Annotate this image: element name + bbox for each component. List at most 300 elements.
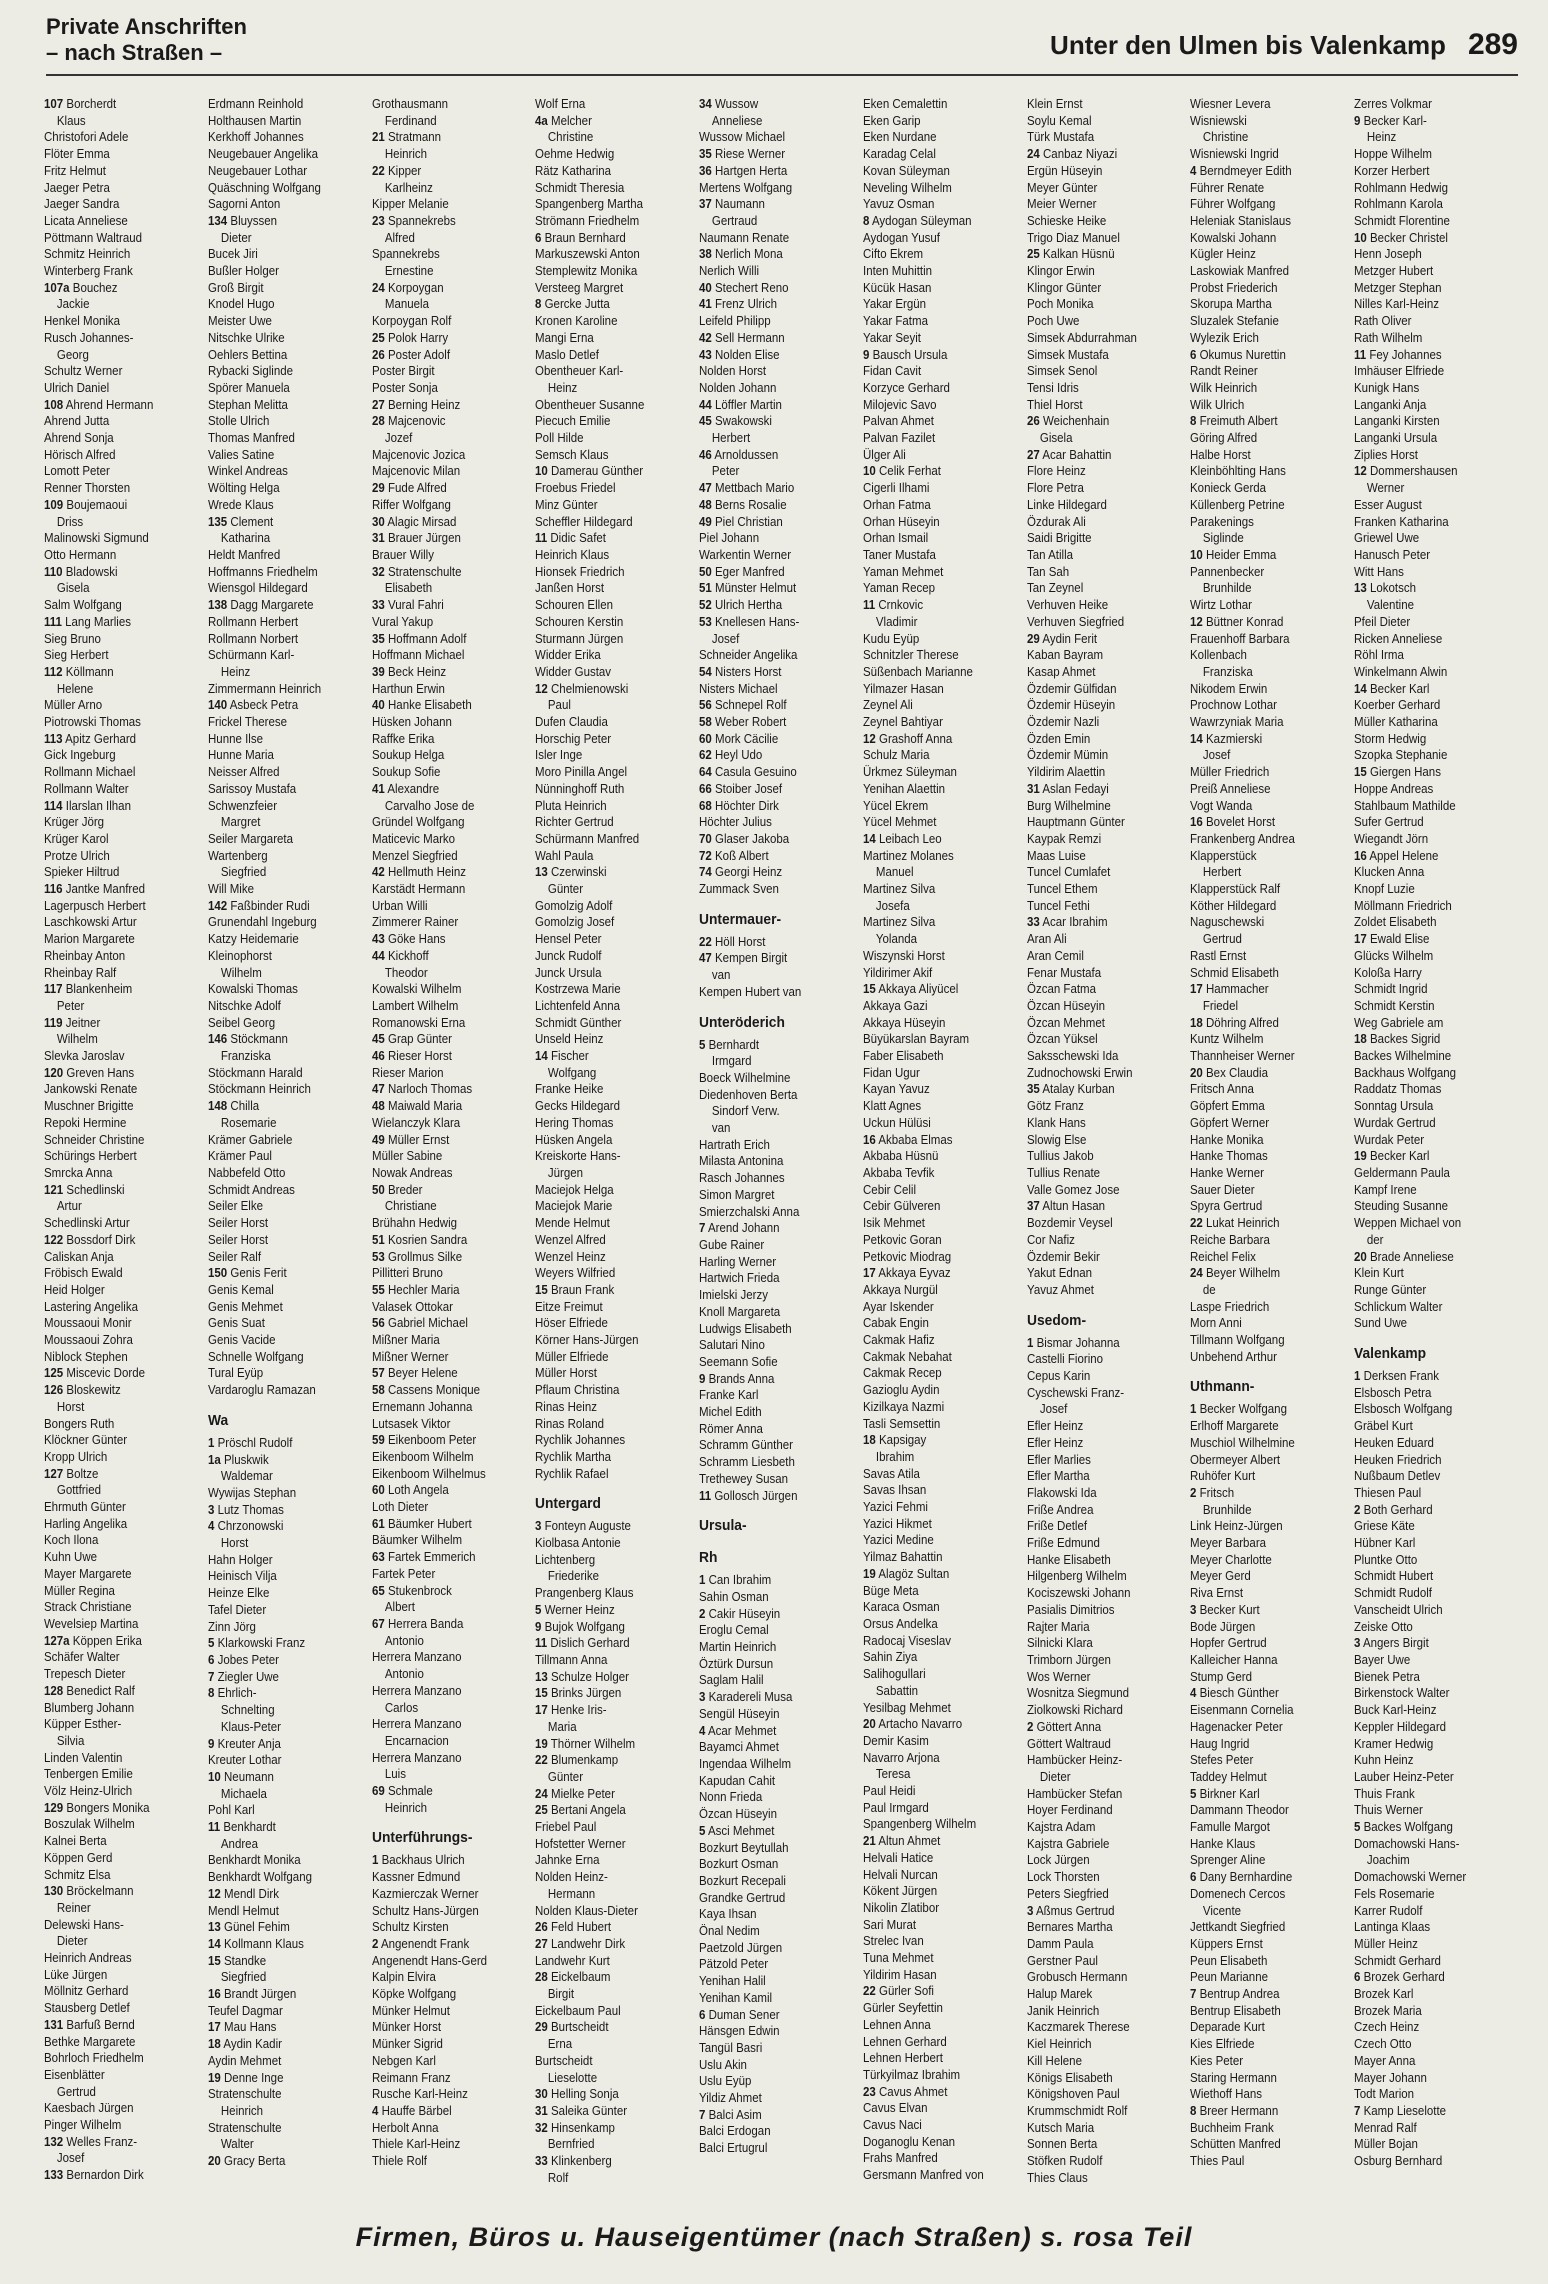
resident-name: Reichel Felix: [1190, 1249, 1257, 1264]
resident-name: Tasli Semsettin: [862, 1416, 941, 1431]
directory-entry: [863, 998, 1014, 1015]
directory-entry: [863, 146, 1014, 163]
resident-name: Stöckmann Heinrich: [207, 1082, 311, 1097]
directory-entry: [1354, 163, 1505, 180]
directory-entry: [1027, 1232, 1178, 1249]
house-number: 59: [371, 1433, 385, 1448]
resident-name: Janik Heinrich: [1026, 2003, 1099, 2018]
resident-name: Radocaj Viseslav: [862, 1633, 951, 1648]
resident-name: Spangenberg Martha: [535, 197, 644, 212]
resident-name: Artur: [56, 1199, 82, 1214]
resident-name: Knopf Luzie: [1354, 882, 1415, 897]
directory-entry: [1027, 129, 1178, 146]
resident-name: Seibel Georg: [207, 1015, 275, 1030]
resident-name: Meyer Gerd: [1190, 1569, 1252, 1584]
house-number: 11: [207, 1820, 220, 1835]
directory-entry: [1190, 2036, 1341, 2053]
directory-entry: [1354, 1048, 1505, 1065]
house-number: 1: [699, 1573, 706, 1588]
directory-entry: [1027, 1836, 1178, 1853]
house-number: 24: [371, 280, 385, 295]
resident-name: Kropp Ulrich: [44, 1449, 108, 1464]
resident-name: Christofori Adele: [44, 130, 129, 145]
directory-entry: [699, 263, 850, 280]
resident-name: Mende Helmut: [535, 1216, 611, 1231]
directory-entry: [1354, 1819, 1505, 1836]
resident-name: van: [712, 968, 731, 983]
resident-name: Wilk Ulrich: [1190, 397, 1245, 412]
directory-entry: [44, 798, 195, 815]
directory-entry: [1027, 948, 1178, 965]
resident-name: Klarkowski Franz: [217, 1636, 305, 1651]
directory-entry: [372, 246, 523, 263]
directory-entry: [1190, 113, 1341, 130]
directory-entry: [535, 463, 686, 480]
house-number: 21: [371, 130, 385, 145]
directory-entry: [372, 1165, 523, 1182]
resident-name: Berns Rosalie: [715, 497, 787, 512]
house-number: 35: [371, 631, 385, 646]
resident-name: Borcherdt: [66, 97, 117, 111]
directory-entry: [863, 1900, 1014, 1917]
resident-name: Rieser Marion: [371, 1065, 444, 1080]
directory-entry: [863, 1048, 1014, 1065]
directory-entry: [1190, 881, 1341, 898]
resident-name: Christiane: [384, 1199, 437, 1214]
directory-column: [1027, 96, 1178, 2210]
directory-entry: [372, 447, 523, 464]
directory-entry: [44, 1165, 195, 1182]
directory-entry: [1027, 497, 1178, 514]
resident-name: Alagöz Sultan: [878, 1566, 950, 1581]
directory-entry: [863, 1098, 1014, 1115]
directory-entry: [208, 1015, 359, 1032]
resident-name: Stechert Reno: [715, 280, 789, 295]
resident-name: Menzel Siegfried: [371, 848, 458, 863]
directory-entry: [1027, 2120, 1178, 2137]
resident-name: Schmidt Rudolf: [1354, 1586, 1433, 1601]
street-range: Unter den Ulmen bis Valenkamp: [1050, 30, 1446, 60]
entry-continuation: [699, 430, 850, 447]
entry-continuation: [44, 1733, 195, 1750]
directory-entry: [1027, 1752, 1178, 1769]
resident-name: Appel Helene: [1369, 848, 1439, 863]
resident-name: Becker Karl-: [1363, 113, 1428, 128]
resident-name: Hoppe Wilhelm: [1354, 147, 1433, 162]
directory-entry: [208, 931, 359, 948]
directory-entry: [1354, 1552, 1505, 1569]
directory-entry: [372, 631, 523, 648]
resident-name: Miscevic Dorde: [66, 1366, 145, 1381]
directory-entry: [44, 196, 195, 213]
directory-entry: [44, 1499, 195, 1516]
directory-entry: [1190, 1886, 1341, 1903]
resident-name: Schütten Manfred: [1190, 2137, 1282, 2152]
directory-entry: [1027, 213, 1178, 230]
house-number: 14: [1190, 731, 1204, 746]
resident-name: Halbe Horst: [1190, 447, 1252, 462]
directory-entry: [1190, 480, 1341, 497]
directory-entry: [699, 447, 850, 464]
directory-entry: [863, 1649, 1014, 1666]
directory-entry: [535, 113, 686, 130]
house-number: 53: [699, 614, 712, 629]
directory-entry: [208, 1736, 359, 1753]
house-number: 30: [371, 514, 385, 529]
house-number: 7: [699, 2107, 706, 2122]
house-number: 41: [699, 297, 712, 312]
resident-name: Inten Muhittin: [862, 264, 932, 279]
directory-entry: [1190, 1468, 1341, 1485]
directory-entry: [372, 764, 523, 781]
house-number: 24: [1190, 1266, 1204, 1281]
directory-entry: [1354, 246, 1505, 263]
directory-entry: [44, 1766, 195, 1783]
resident-name: Heuken Eduard: [1354, 1435, 1435, 1450]
directory-entry: [1354, 1986, 1505, 2003]
resident-name: Barfuß Bernd: [66, 2017, 135, 2032]
resident-name: Zimmermann Heinrich: [207, 681, 321, 696]
resident-name: Caliskan Anja: [44, 1249, 114, 1264]
resident-name: Hambücker Stefan: [1026, 1786, 1122, 1801]
house-number: 26: [371, 347, 385, 362]
house-number: 2: [699, 1606, 706, 1621]
directory-entry: [44, 731, 195, 748]
resident-name: Georgi Heinz: [715, 865, 783, 880]
resident-name: Lichtenberg: [535, 1552, 596, 1567]
directory-entry: [372, 280, 523, 297]
resident-name: Milasta Antonina: [699, 1154, 784, 1169]
house-number: 58: [699, 715, 712, 730]
resident-name: Nünninghoff Ruth: [535, 781, 625, 796]
resident-name: van: [712, 1121, 731, 1136]
resident-name: Naumann Renate: [699, 230, 790, 245]
directory-entry: [535, 146, 686, 163]
directory-entry: [1027, 1986, 1178, 2003]
directory-entry: [208, 447, 359, 464]
directory-entry: [44, 931, 195, 948]
directory-entry: [535, 898, 686, 915]
directory-entry: [863, 1750, 1014, 1767]
directory-entry: [1027, 1819, 1178, 1836]
directory-entry: [863, 564, 1014, 581]
directory-entry: [44, 1516, 195, 1533]
resident-name: Münker Horst: [371, 2020, 441, 2035]
directory-entry: [1027, 1098, 1178, 1115]
entry-continuation: [208, 664, 359, 681]
entry-continuation: [44, 514, 195, 531]
resident-name: Kudu Eyüp: [862, 631, 920, 646]
resident-name: Kampf Irene: [1354, 1182, 1417, 1197]
resident-name: Slowig Else: [1026, 1132, 1087, 1147]
directory-entry: [44, 1449, 195, 1466]
resident-name: Königs Elisabeth: [1026, 2070, 1113, 2085]
directory-entry: [1027, 798, 1178, 815]
directory-entry: [699, 480, 850, 497]
directory-entry: [1354, 1452, 1505, 1469]
resident-name: Ludwigs Elisabeth: [699, 1321, 792, 1336]
resident-name: Obentheuer Susanne: [535, 397, 645, 412]
directory-entry: [699, 781, 850, 798]
resident-name: Helvali Nurcan: [862, 1867, 938, 1882]
directory-entry: [372, 1616, 523, 1633]
directory-entry: [44, 146, 195, 163]
resident-name: Wawrzyniak Maria: [1190, 715, 1284, 730]
directory-entry: [1354, 965, 1505, 982]
resident-name: Koloßa Harry: [1354, 965, 1422, 980]
house-number: 4: [1190, 1686, 1197, 1701]
resident-name: Palvan Ahmet: [862, 414, 934, 429]
resident-name: Majcenovic: [387, 414, 446, 429]
directory-entry: [1354, 2120, 1505, 2137]
resident-name: Stukenbrock: [387, 1583, 452, 1598]
directory-entry: [1190, 2019, 1341, 2036]
directory-entry: [372, 397, 523, 414]
directory-entry: [535, 1031, 686, 1048]
resident-name: Thannheiser Werner: [1190, 1049, 1296, 1064]
directory-entry: [208, 1602, 359, 1619]
house-number: 9: [535, 1619, 542, 1634]
directory-entry: [44, 1349, 195, 1366]
house-number: 13: [207, 1920, 221, 1935]
resident-name: Stöckmann Harald: [207, 1065, 303, 1080]
directory-entry: [1190, 1081, 1341, 1098]
house-number: 28: [535, 1970, 549, 1985]
directory-entry: [535, 2153, 686, 2170]
resident-name: Czech Heinz: [1354, 2020, 1420, 2035]
resident-name: Can Ibrahim: [708, 1573, 772, 1588]
directory-entry: [535, 1349, 686, 1366]
directory-entry: [1190, 1165, 1341, 1182]
directory-entry: [535, 1282, 686, 1299]
directory-entry: [44, 1265, 195, 1282]
resident-name: Sluzalek Stefanie: [1190, 314, 1280, 329]
resident-name: Hinsenkamp: [551, 2120, 616, 2135]
resident-name: Jankowski Renate: [44, 1082, 138, 1097]
directory-entry: [535, 1518, 686, 1535]
resident-name: Hanke Werner: [1190, 1166, 1265, 1180]
house-number: 27: [535, 1936, 549, 1951]
directory-entry: [1190, 1585, 1341, 1602]
house-number: 27: [1026, 447, 1040, 462]
resident-name: Heinrich Andreas: [44, 1951, 132, 1966]
resident-name: Reiner: [56, 1900, 91, 1915]
directory-entry: [699, 180, 850, 197]
directory-entry: [44, 1098, 195, 1115]
resident-name: Bouchez: [72, 280, 118, 295]
resident-name: Kaypak Remzi: [1026, 831, 1101, 846]
entry-continuation: [535, 1165, 686, 1182]
directory-entry: [699, 1906, 850, 1923]
house-number: 58: [371, 1383, 385, 1398]
directory-entry: [44, 480, 195, 497]
directory-entry: [1190, 330, 1341, 347]
resident-name: Aran Ali: [1026, 932, 1067, 947]
house-number: 3: [535, 1519, 542, 1534]
resident-name: Richter Gertrud: [535, 815, 614, 830]
directory-entry: [1354, 1502, 1505, 1519]
house-number: 4: [371, 2103, 378, 2118]
directory-entry: [863, 1850, 1014, 1867]
entry-continuation: [863, 1683, 1014, 1700]
house-number: 3: [1026, 1903, 1034, 1918]
resident-name: Casula Gesuino: [715, 765, 797, 780]
entry-continuation: [44, 580, 195, 597]
directory-entry: [699, 1923, 850, 1940]
resident-name: Uslu Eyüp: [699, 2074, 752, 2089]
directory-entry: [1190, 2153, 1341, 2170]
entry-continuation: [699, 967, 850, 984]
directory-entry: [535, 447, 686, 464]
resident-name: Arnoldussen: [714, 447, 779, 462]
directory-entry: [372, 1365, 523, 1382]
resident-name: Cepus Karin: [1026, 1369, 1090, 1384]
directory-entry: [1190, 697, 1341, 714]
resident-name: Valle Gomez Jose: [1026, 1182, 1120, 1197]
resident-name: Burtscheidt: [535, 2053, 593, 2068]
resident-name: Orhan Hüseyin: [862, 514, 940, 529]
resident-name: Schmidt Gerhard: [1354, 1953, 1442, 1968]
resident-name: Helvali Hatice: [862, 1850, 934, 1865]
directory-entry: [1190, 731, 1341, 748]
directory-entry: [535, 1416, 686, 1433]
directory-entry: [863, 1516, 1014, 1533]
resident-name: Wenzel Alfred: [535, 1232, 607, 1247]
resident-name: Franke Karl: [699, 1388, 759, 1403]
directory-entry: [208, 1752, 359, 1769]
directory-entry: [1190, 1819, 1341, 1836]
directory-entry: [44, 1983, 195, 2000]
directory-entry: [863, 1115, 1014, 1132]
directory-entry: [863, 1967, 1014, 1984]
directory-entry: [44, 2100, 195, 2117]
house-number: 12: [535, 681, 549, 696]
resident-name: Okumus Nurettin: [1200, 347, 1287, 362]
directory-entry: [372, 129, 523, 146]
resident-name: Kazmierczak Werner: [371, 1886, 479, 1901]
resident-name: Janßen Horst: [535, 581, 605, 596]
directory-entry: [1027, 697, 1178, 714]
resident-name: Meyer Günter: [1026, 180, 1097, 195]
directory-entry: [863, 1432, 1014, 1449]
house-number: 62: [699, 748, 712, 763]
directory-entry: [535, 1315, 686, 1332]
resident-name: Dieter: [56, 1934, 88, 1949]
resident-name: Lichtenfeld Anna: [535, 998, 621, 1013]
directory-entry: [699, 1254, 850, 1271]
directory-entry: [699, 1070, 850, 1087]
directory-entry: [208, 180, 359, 197]
resident-name: Brandt Jürgen: [223, 1987, 297, 2002]
directory-entry: [44, 380, 195, 397]
directory-entry: [863, 965, 1014, 982]
house-number: 5: [207, 1636, 215, 1651]
directory-entry: [372, 1750, 523, 1767]
directory-entry: [1354, 1249, 1505, 1266]
resident-name: Stratenschulte: [207, 2087, 282, 2102]
entry-continuation: [372, 113, 523, 130]
directory-entry: [1354, 2086, 1505, 2103]
resident-name: Mettbach Mario: [715, 481, 795, 496]
street-heading: Usedom-: [1026, 1311, 1086, 1329]
resident-name: Katharina: [220, 531, 270, 546]
directory-entry: [1354, 463, 1505, 480]
directory-entry: [372, 1499, 523, 1516]
directory-entry: [1354, 664, 1505, 681]
entry-continuation: [372, 1666, 523, 1683]
resident-name: Altun Hasan: [1042, 1199, 1105, 1214]
directory-entry: [44, 2167, 195, 2184]
directory-entry: [208, 1299, 359, 1316]
directory-entry: [1190, 2070, 1341, 2087]
directory-entry: [372, 380, 523, 397]
resident-name: Verhuven Heike: [1026, 598, 1108, 613]
resident-name: Palvan Fazilet: [862, 431, 936, 446]
directory-entry: [1190, 180, 1341, 197]
section-title: [46, 14, 247, 66]
directory-entry: [1190, 1568, 1341, 1585]
resident-name: Birkenstock Walter: [1354, 1686, 1450, 1701]
directory-entry: [372, 1986, 523, 2003]
directory-entry: [535, 1466, 686, 1483]
resident-name: Chilla: [230, 1099, 259, 1114]
resident-name: Linke Hildegard: [1026, 497, 1107, 512]
directory-entry: [372, 196, 523, 213]
resident-name: Ziplies Horst: [1354, 447, 1419, 462]
resident-name: Demir Kasim: [862, 1733, 929, 1748]
resident-name: Römer Anna: [699, 1421, 764, 1436]
directory-entry: [208, 714, 359, 731]
resident-name: Nabbefeld Otto: [207, 1166, 286, 1180]
directory-entry: [863, 1165, 1014, 1182]
resident-name: Angers Birgit: [1363, 1636, 1430, 1651]
resident-name: Zoldet Elisabeth: [1354, 915, 1437, 930]
entry-continuation: [372, 430, 523, 447]
directory-entry: [1354, 2103, 1505, 2120]
resident-name: de: [1203, 1282, 1217, 1297]
resident-name: Bode Jürgen: [1190, 1619, 1256, 1634]
resident-name: Weyers Wilfried: [535, 1266, 616, 1281]
resident-name: Storm Hedwig: [1354, 731, 1427, 746]
directory-entry: [1354, 864, 1505, 881]
resident-name: Tillmann Anna: [535, 1652, 608, 1667]
directory-entry: [863, 2134, 1014, 2151]
resident-name: Beyer Helene: [387, 1366, 458, 1381]
resident-name: Schnelle Wolfgang: [207, 1349, 304, 1364]
directory-entry: [44, 1666, 195, 1683]
resident-name: Canbaz Niyazi: [1042, 147, 1117, 162]
directory-entry: [863, 1182, 1014, 1199]
house-number: 26: [1026, 414, 1040, 429]
directory-entry: [44, 614, 195, 631]
directory-entry: [535, 1182, 686, 1199]
directory-entry: [1190, 1418, 1341, 1435]
directory-entry: [863, 2050, 1014, 2067]
directory-entry: [535, 1702, 686, 1719]
resident-name: Wiethoff Hans: [1190, 2087, 1263, 2102]
resident-name: Özdurak Ali: [1026, 514, 1086, 529]
resident-name: Klapperstück Ralf: [1190, 882, 1281, 897]
resident-name: Langanki Kirsten: [1354, 414, 1440, 429]
directory-entry: [1190, 914, 1341, 931]
resident-name: Aydogan Yusuf: [862, 230, 940, 245]
directory-entry: [699, 1137, 850, 1154]
resident-name: Neisser Alfred: [207, 765, 280, 780]
entry-continuation: [1354, 1852, 1505, 1869]
resident-name: Josef: [712, 631, 740, 646]
resident-name: Kaczmarek Therese: [1026, 2020, 1130, 2035]
house-number: 45: [371, 1032, 385, 1047]
